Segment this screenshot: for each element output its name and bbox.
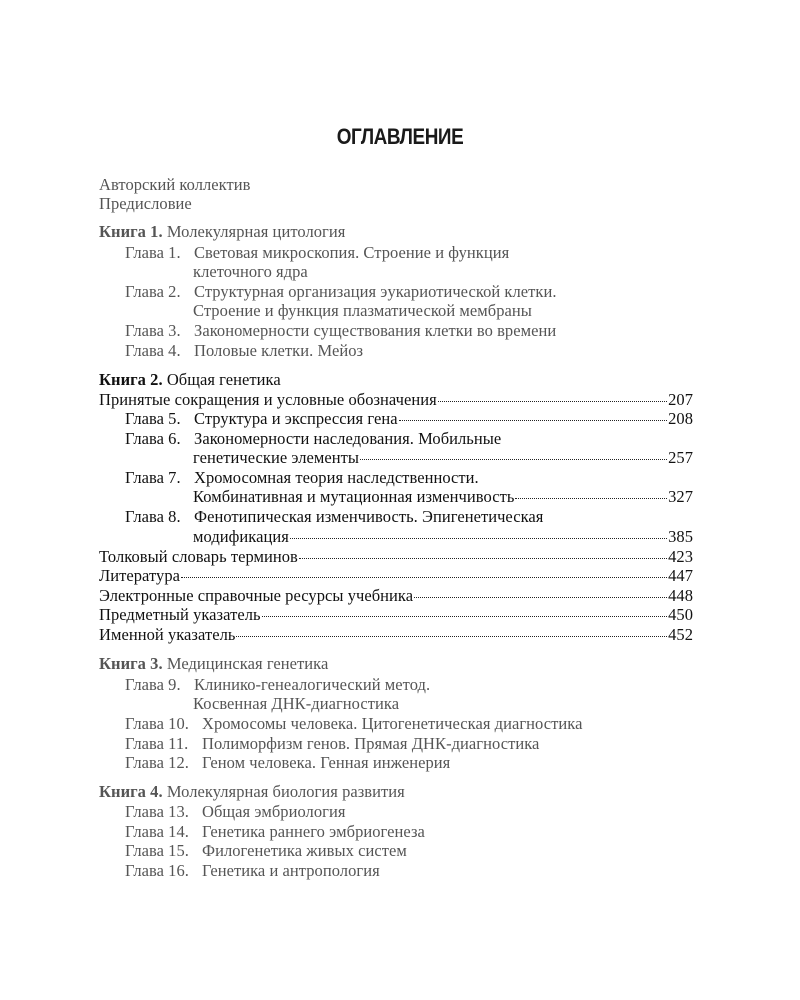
- entry-text: Предметный указатель: [99, 605, 261, 624]
- entry-text: Принятые сокращения и условные обозначения: [99, 390, 437, 409]
- chapter-title: Геном человека. Генная инженерия: [202, 753, 451, 772]
- dot-leader: [399, 419, 668, 421]
- chapter-title: Общая эмбриология: [202, 802, 346, 821]
- entry-text: Авторский коллектив: [99, 175, 251, 194]
- toc-entry-chapter-11[interactable]: [125, 734, 693, 754]
- chapter-label: Глава 5.: [125, 409, 181, 428]
- entry-text: Именной указатель: [99, 625, 236, 644]
- toc-entry-chapter-8[interactable]: [125, 507, 693, 527]
- dot-leader: [438, 400, 667, 402]
- toc-entry-subject-index[interactable]: [99, 605, 693, 625]
- chapter-title: Структурная организация эукариотической клетки.: [194, 282, 557, 301]
- page-number: 450: [668, 605, 693, 624]
- chapter-label: Глава 12.: [125, 753, 189, 772]
- chapter-title-cont: клеточного ядра: [193, 262, 308, 281]
- chapter-label: Глава 13.: [125, 802, 189, 821]
- toc-entry-authors[interactable]: [99, 175, 693, 195]
- toc-entry-chapter-10[interactable]: [125, 714, 693, 734]
- page-title: ОГЛАВЛЕНИЕ: [336, 124, 464, 149]
- chapter-title: Закономерности наследования. Мобильные: [194, 429, 502, 448]
- toc-entry-chapter-9[interactable]: [125, 675, 693, 695]
- chapter-title-cont: Косвенная ДНК-диагностика: [193, 694, 400, 713]
- page-number: 257: [668, 448, 693, 467]
- book-heading-4[interactable]: [99, 782, 693, 802]
- chapter-label: Глава 9.: [125, 675, 181, 694]
- dot-leader: [515, 497, 667, 499]
- book-title: Молекулярная биология развития: [166, 782, 405, 801]
- toc-entry-chapter-7-cont: [193, 487, 693, 507]
- dot-leader: [360, 458, 667, 460]
- book-heading-3[interactable]: [99, 654, 693, 674]
- chapter-label: Глава 15.: [125, 841, 189, 860]
- dot-leader: [262, 615, 668, 617]
- toc-entry-preface[interactable]: [99, 194, 693, 214]
- chapter-label: Глава 11.: [125, 734, 189, 753]
- toc-entry-chapter-7[interactable]: [125, 468, 693, 488]
- chapter-title: Генетика и антропология: [202, 861, 380, 880]
- dot-leader: [236, 635, 667, 637]
- toc-entry-chapter-3[interactable]: [125, 321, 693, 341]
- chapter-label: Глава 14.: [125, 822, 189, 841]
- toc-entry-name-index[interactable]: [99, 625, 693, 645]
- toc-entry-e-resources[interactable]: [99, 586, 693, 606]
- chapter-title: Хромосомы человека. Цитогенетическая диагностика: [202, 714, 583, 733]
- toc-entry-chapter-6-cont: [193, 448, 693, 468]
- chapter-title-cont: Комбинативная и мутационная изменчивость: [193, 487, 515, 506]
- toc-entry-chapter-9-cont: [193, 694, 693, 714]
- toc-entry-chapter-16[interactable]: [125, 861, 693, 881]
- toc-entry-chapter-2-cont: [193, 301, 693, 321]
- toc-entry-chapter-12[interactable]: [125, 753, 693, 773]
- chapter-label: Глава 8.: [125, 507, 181, 526]
- dot-leader: [290, 537, 667, 539]
- page-number: 423: [668, 547, 693, 566]
- chapter-label: Глава 4.: [125, 341, 181, 360]
- chapter-title: Хромосомная теория наследственности.: [194, 468, 479, 487]
- dot-leader: [299, 557, 667, 559]
- chapter-label: Глава 10.: [125, 714, 189, 733]
- chapter-label: Глава 3.: [125, 321, 181, 340]
- page-number: 447: [668, 566, 693, 585]
- page-number: 385: [668, 527, 693, 546]
- toc-entry-chapter-1-cont: [193, 262, 693, 282]
- toc-entry-chapter-2[interactable]: [125, 282, 693, 302]
- entry-text: Толковый словарь терминов: [99, 547, 298, 566]
- book-heading-1[interactable]: [99, 222, 693, 242]
- chapter-title-cont: модификация: [193, 527, 289, 546]
- book-title: Общая генетика: [166, 370, 281, 389]
- chapter-title-cont: Строение и функция плазматической мембраны: [193, 301, 532, 320]
- chapter-label: Глава 2.: [125, 282, 181, 301]
- toc-entry-chapter-15[interactable]: [125, 841, 693, 861]
- toc-entry-chapter-8-cont: [193, 527, 693, 547]
- page-number: 448: [668, 586, 693, 605]
- toc-entry-chapter-4[interactable]: [125, 341, 693, 361]
- page-number: 207: [668, 390, 693, 409]
- toc-entry-chapter-13[interactable]: [125, 802, 693, 822]
- toc-entry-chapter-6[interactable]: [125, 429, 693, 449]
- book-label: Книга 2.: [99, 370, 163, 389]
- chapter-label: Глава 16.: [125, 861, 189, 880]
- chapter-title: Световая микроскопия. Строение и функция: [194, 243, 510, 262]
- chapter-title: Филогенетика живых систем: [202, 841, 407, 860]
- chapter-title-cont: генетические элементы: [193, 448, 360, 467]
- page-number: 208: [668, 409, 693, 428]
- entry-text: Электронные справочные ресурсы учебника: [99, 586, 414, 605]
- toc-entry-abbrev[interactable]: [99, 390, 693, 410]
- toc-entry-glossary[interactable]: [99, 547, 693, 567]
- chapter-title: Структура и экспрессия гена: [194, 409, 398, 428]
- book-title: Медицинская генетика: [166, 654, 329, 673]
- dot-leader: [181, 576, 667, 578]
- toc-entry-chapter-14[interactable]: [125, 822, 693, 842]
- entry-text: Предисловие: [99, 194, 192, 213]
- chapter-label: Глава 6.: [125, 429, 181, 448]
- page-number: 327: [668, 487, 693, 506]
- chapter-title: Половые клетки. Мейоз: [194, 341, 364, 360]
- toc-entry-chapter-5[interactable]: [125, 409, 693, 429]
- chapter-title: Полиморфизм генов. Прямая ДНК-диагностика: [202, 734, 540, 753]
- chapter-label: Глава 7.: [125, 468, 181, 487]
- entry-text: Литература: [99, 566, 181, 585]
- toc-entry-literature[interactable]: [99, 566, 693, 586]
- book-label: Книга 4.: [99, 782, 163, 801]
- book-title: Молекулярная цитология: [166, 222, 346, 241]
- toc-entry-chapter-1[interactable]: [125, 243, 693, 263]
- chapter-title: Генетика раннего эмбриогенеза: [202, 822, 425, 841]
- chapter-title: Фенотипическая изменчивость. Эпигенетическая: [194, 507, 544, 526]
- dot-leader: [414, 596, 667, 598]
- chapter-title: Клинико-генеалогический метод.: [194, 675, 431, 694]
- page-number: 452: [668, 625, 693, 644]
- book-heading-2[interactable]: [99, 370, 693, 390]
- book-label: Книга 1.: [99, 222, 163, 241]
- chapter-title: Закономерности существования клетки во времени: [194, 321, 557, 340]
- chapter-label: Глава 1.: [125, 243, 181, 262]
- book-label: Книга 3.: [99, 654, 163, 673]
